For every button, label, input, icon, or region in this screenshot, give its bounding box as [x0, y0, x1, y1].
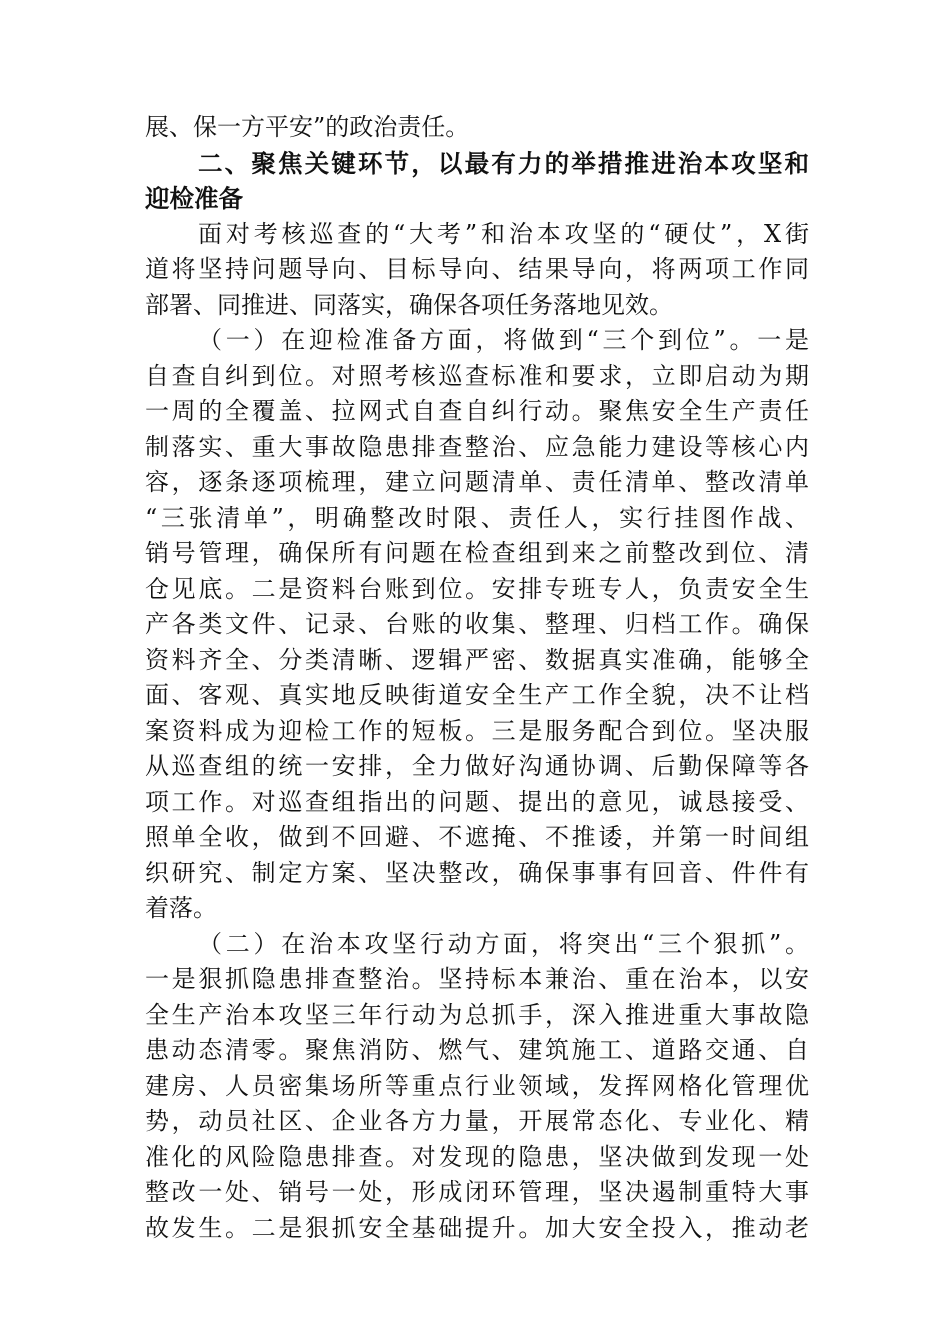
text-line: 展、保一方平安”的政治责任。 — [145, 113, 470, 141]
text-line: 面、客观、真实地反映街道安全生产工作全貌，决不让档 — [145, 681, 809, 709]
text-line: 产各类文件、记录、台账的收集、整理、归档工作。确保 — [145, 610, 809, 638]
text-line: 一是狠抓隐患排查整治。坚持标本兼治、重在治本，以安 — [145, 965, 809, 993]
text-line: 部署、同推进、同落实，确保各项任务落地见效。 — [145, 290, 673, 319]
paragraph — [145, 217, 809, 324]
text-line: 照单全收，做到不回避、不遮掩、不推诿，并第一时间组 — [145, 823, 809, 851]
paragraph — [145, 110, 809, 146]
text-line: 整改一处、销号一处，形成闭环管理，坚决遏制重特大事 — [145, 1178, 809, 1206]
heading-line: 迎检准备 — [145, 184, 243, 213]
paragraph — [145, 323, 809, 927]
text-line: 案资料成为迎检工作的短板。三是服务配合到位。坚决服 — [145, 716, 809, 745]
text-line: 自查自纠到位。对照考核巡查标准和要求，立即启动为期 — [145, 361, 809, 390]
text-line: 着落。 — [145, 894, 217, 922]
text-line: （二）在治本攻坚行动方面，将突出“三个狠抓”。 — [198, 929, 809, 958]
text-line: 资料齐全、分类清晰、逻辑严密、数据真实准确，能够全 — [145, 645, 809, 674]
text-line: 销号管理，确保所有问题在检查组到来之前整改到位、清 — [145, 539, 809, 567]
document-page — [145, 110, 809, 1246]
paragraph — [145, 927, 809, 1247]
text-line: 道将坚持问题导向、目标导向、结果导向，将两项工作同 — [145, 255, 809, 283]
text-line: 建房、人员密集场所等重点行业领域，发挥网格化管理优 — [145, 1071, 809, 1100]
section-heading — [145, 146, 809, 217]
text-line: “三张清单”，明确整改时限、责任人，实行挂图作战、 — [145, 503, 809, 532]
text-line: 容，逐条逐项梳理，建立问题清单、责任清单、整改清单 — [145, 468, 809, 496]
text-line: 准化的风险隐患排查。对发现的隐患，坚决做到发现一处 — [145, 1142, 809, 1171]
text-line: （一）在迎检准备方面，将做到“三个到位”。一是 — [198, 326, 809, 354]
text-line: 织研究、制定方案、坚决整改，确保事事有回音、件件有 — [145, 858, 809, 887]
text-line: 仓见底。二是资料台账到位。安排专班专人，负责安全生 — [145, 574, 809, 603]
text-line: 患动态清零。聚焦消防、燃气、建筑施工、道路交通、自 — [145, 1036, 809, 1064]
text-line: 制落实、重大事故隐患排查整治、应急能力建设等核心内 — [145, 432, 809, 461]
text-line: 一周的全覆盖、拉网式自查自纠行动。聚焦安全生产责任 — [145, 397, 809, 425]
text-line: 从巡查组的统一安排，全力做好沟通协调、后勤保障等各 — [145, 752, 809, 780]
text-line: 面对考核巡查的“大考”和治本攻坚的“硬仗”，X街 — [198, 219, 809, 248]
text-line: 故发生。二是狠抓安全基础提升。加大安全投入，推动老 — [145, 1213, 809, 1242]
text-line: 全生产治本攻坚三年行动为总抓手，深入推进重大事故隐 — [145, 1000, 809, 1029]
heading-line: 二、聚焦关键环节，以最有力的举措推进治本攻坚和 — [198, 148, 809, 178]
text-line: 项工作。对巡查组指出的问题、提出的意见，诚恳接受、 — [145, 787, 809, 816]
text-line: 势，动员社区、企业各方力量，开展常态化、专业化、精 — [145, 1107, 809, 1135]
